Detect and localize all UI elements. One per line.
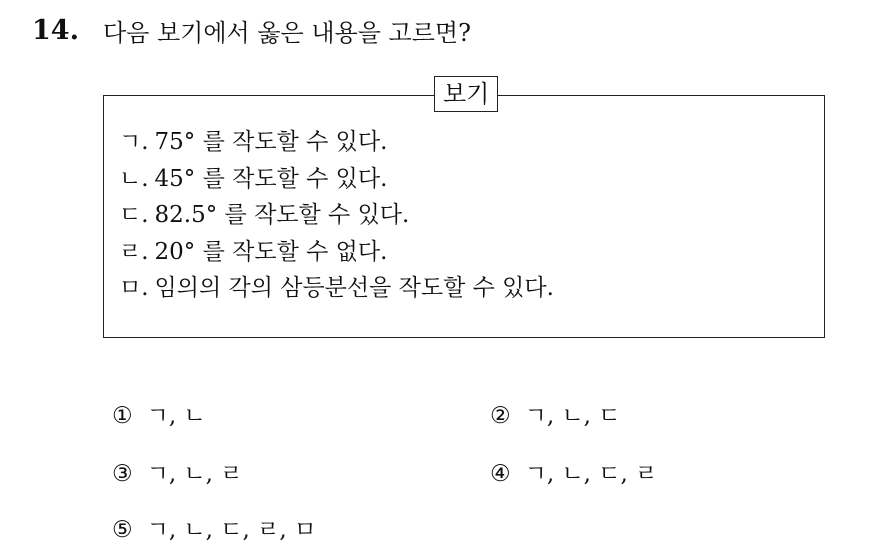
- choice-number: ⑤: [112, 517, 133, 543]
- choice-3[interactable]: [112, 458, 243, 490]
- bogi-item: [119, 161, 554, 198]
- bogi-item: [119, 234, 554, 271]
- bogi-box: [103, 80, 825, 338]
- choice-text: ㄱ, ㄴ, ㄷ, ㄹ: [524, 461, 658, 487]
- bogi-item-marker: ㅁ.: [119, 275, 149, 301]
- bogi-item-marker: ㄱ.: [119, 129, 149, 155]
- bogi-item-text: 45° 를 작도할 수 있다.: [154, 165, 388, 192]
- bogi-item-text: 임의의 각의 삼등분선을 작도할 수 있다.: [154, 275, 554, 301]
- choice-text: ㄱ, ㄴ, ㄷ, ㄹ, ㅁ: [146, 517, 317, 543]
- choice-2[interactable]: [490, 400, 621, 432]
- choice-text: ㄱ, ㄴ: [146, 403, 206, 429]
- choice-number: ③: [112, 461, 133, 487]
- choice-text: ㄱ, ㄴ, ㄷ: [524, 403, 621, 429]
- bogi-item-text: 20° 를 작도할 수 없다.: [154, 238, 388, 265]
- choice-4[interactable]: [490, 458, 657, 490]
- bogi-item: [119, 124, 554, 161]
- bogi-item-text: 75° 를 작도할 수 있다.: [154, 129, 388, 155]
- bogi-item: [119, 270, 554, 307]
- bogi-item-marker: ㄴ.: [119, 165, 149, 192]
- bogi-item: [119, 197, 554, 234]
- question-number: 14.: [32, 14, 79, 46]
- bogi-item-marker: ㄷ.: [119, 202, 149, 228]
- choice-number: ④: [490, 461, 511, 487]
- choice-5[interactable]: [112, 514, 316, 546]
- bogi-list: [119, 124, 554, 307]
- question-header: [32, 10, 471, 50]
- question-text: 다음 보기에서 옳은 내용을 고르면?: [102, 18, 471, 47]
- bogi-item-text: 82.5° 를 작도할 수 있다.: [154, 202, 410, 228]
- bogi-item-marker: ㄹ.: [119, 238, 149, 265]
- choice-number: ①: [112, 403, 133, 429]
- choice-1[interactable]: [112, 400, 206, 432]
- choice-number: ②: [490, 403, 511, 429]
- choice-text: ㄱ, ㄴ, ㄹ: [146, 461, 243, 487]
- bogi-label: 보기: [434, 76, 498, 112]
